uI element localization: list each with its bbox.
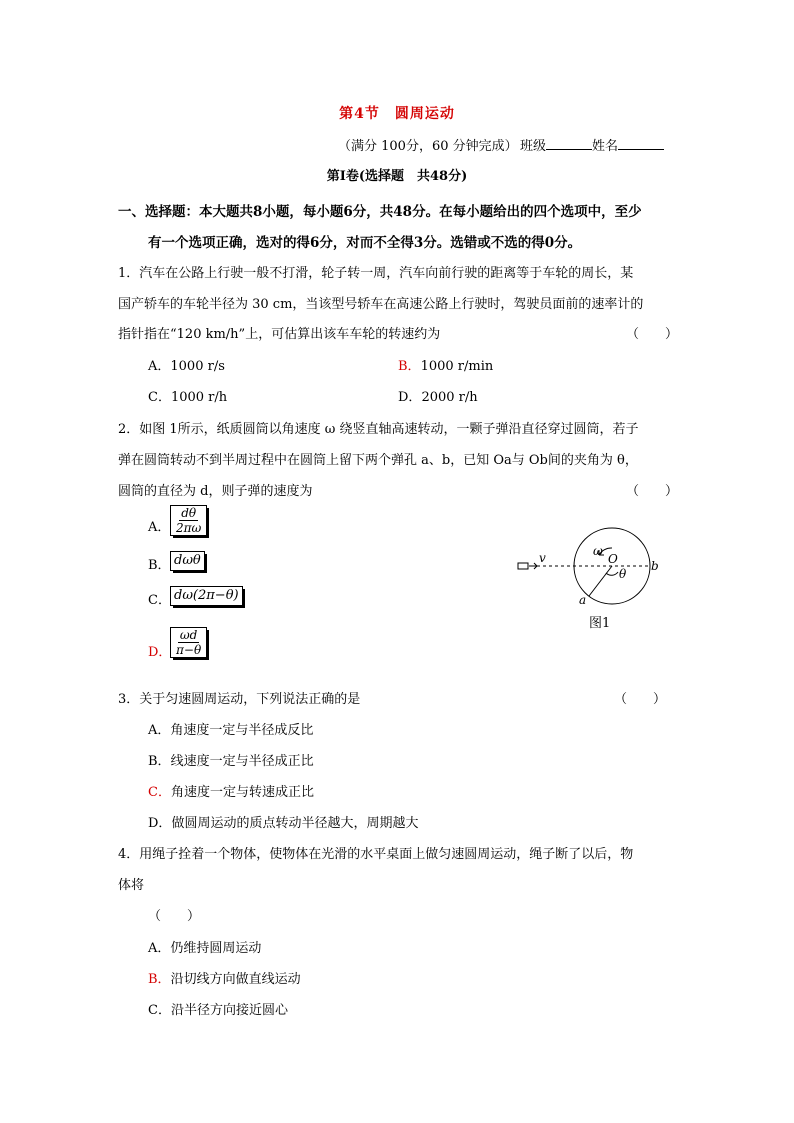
q2-line-1: 2．如图 1所示，纸质圆筒以角速度 ω 绕竖直轴高速转动，一颗子弹沿直径穿过圆筒，若子: [118, 422, 639, 437]
option-letter: A．: [148, 723, 171, 738]
option-letter: B．: [398, 359, 421, 374]
option-letter: B．: [148, 972, 171, 987]
q2-option-b-formula: dωθ: [170, 551, 205, 571]
q2-option-b-letter[interactable]: B．: [148, 558, 171, 573]
instructions-line-1: 一、选择题：本大题共8小题，每小题6分，共48分。在每小题给出的四个选项中，至少: [118, 204, 642, 220]
fraction-denominator: 2πω: [176, 521, 202, 535]
option-text: 仍维持圆周运动: [170, 941, 262, 956]
label-b: b: [651, 559, 659, 573]
bullet-icon: [518, 563, 528, 569]
q3-option-a[interactable]: [148, 719, 313, 738]
fraction-numerator: dθ: [181, 506, 197, 520]
page-title: 第4节 圆周运动: [339, 106, 455, 122]
q1-option-b[interactable]: [398, 355, 493, 374]
theta-arc: [606, 572, 618, 575]
q4-line-1: 4．用绳子拴着一个物体，使物体在光滑的水平桌面上做匀速圆周运动，绳子断了以后，物: [118, 847, 634, 862]
name-blank[interactable]: [618, 137, 664, 150]
q1-line-1: 1．汽车在公路上行驶一般不打滑，轮子转一周，汽车向前行驶的距离等于车轮的周长，某: [118, 266, 634, 281]
option-text: 角速度一定与半径成反比: [170, 723, 314, 738]
option-text: 线速度一定与半径成正比: [170, 754, 314, 769]
option-text: 1000 r/s: [170, 359, 225, 374]
option-text: 沿切线方向做直线运动: [170, 972, 301, 987]
q2-option-a-formula: [170, 505, 207, 536]
q1-option-c[interactable]: [148, 386, 227, 405]
q4-line-2: 体将: [118, 878, 145, 893]
student-fields: [520, 135, 664, 154]
figure-caption: 图1: [589, 616, 611, 631]
q4-option-b[interactable]: [148, 968, 301, 987]
class-blank[interactable]: [546, 137, 592, 150]
q2-line-2: 弹在圆筒转动不到半周过程中在圆筒上留下两个弹孔 a、b，已知 Oa与 Ob间的夹角为 θ，: [118, 453, 638, 468]
q3-option-b[interactable]: [148, 750, 314, 769]
q1-option-d[interactable]: [398, 386, 478, 405]
q1-option-a[interactable]: [148, 355, 225, 374]
option-text: 角速度一定与转速成正比: [170, 785, 314, 800]
option-letter: C．: [148, 785, 171, 800]
class-label: 班级: [520, 139, 547, 154]
q4-option-c[interactable]: [148, 999, 288, 1018]
section-title: 第Ⅰ卷(选择题 共48分): [326, 169, 468, 184]
q2-option-d-letter[interactable]: D．: [148, 645, 172, 660]
option-text: 2000 r/h: [421, 390, 478, 405]
name-label: 姓名: [592, 139, 619, 154]
option-letter: C．: [148, 1003, 171, 1018]
label-omega: ω: [593, 544, 603, 558]
radius-oa-line: [589, 566, 612, 596]
q4-answer-paren[interactable]: （ ）: [148, 909, 201, 924]
exam-info: [338, 135, 518, 154]
fraction-numerator: ωd: [179, 628, 198, 642]
instructions-line-2: 有一个选项正确，选对的得6分，对而不全得3分。选错或不选的得0分。: [148, 235, 582, 251]
exam-info-text: （满分 100分，60 分钟完成）: [338, 139, 518, 154]
q2-option-a-letter[interactable]: A．: [148, 520, 171, 535]
option-text: 1000 r/min: [420, 359, 494, 374]
fraction-denominator: π−θ: [176, 643, 202, 657]
option-text: 1000 r/h: [170, 390, 228, 405]
q3-option-c[interactable]: [148, 781, 314, 800]
label-a: a: [579, 593, 587, 607]
label-v: v: [539, 551, 546, 565]
q2-option-d-formula: [170, 627, 207, 658]
option-text: 沿半径方向接近圆心: [170, 1003, 288, 1018]
q2-option-c-formula: dω(2π−θ): [170, 586, 243, 606]
label-theta: θ: [619, 567, 627, 581]
q2-answer-paren[interactable]: （ ）: [626, 484, 679, 499]
q3-option-d[interactable]: [148, 812, 418, 831]
option-letter: B．: [148, 754, 171, 769]
q1-line-3: 指针指在“120 km/h”上，可估算出该车车轮的转速约为: [118, 327, 441, 342]
q4-option-a[interactable]: [148, 937, 261, 956]
option-letter: A．: [148, 359, 171, 374]
option-text: 做圆周运动的质点转动半径越大，周期越大: [171, 816, 419, 831]
q1-answer-paren[interactable]: （ ）: [626, 327, 679, 342]
option-letter: C．: [148, 390, 171, 405]
q2-option-c-letter[interactable]: C．: [148, 593, 171, 608]
velocity-arrow-icon: [529, 563, 537, 569]
q1-line-2: 国产轿车的车轮半径为 30 cm，当该型号轿车在高速公路上行驶时，驾驶员面前的速率计的: [118, 297, 644, 312]
q2-line-3: 圆筒的直径为 d，则子弹的速度为: [118, 484, 313, 499]
q3-answer-paren[interactable]: （ ）: [614, 692, 667, 707]
option-letter: D．: [398, 390, 422, 405]
q3-line-1: 3．关于匀速圆周运动，下列说法正确的是: [118, 692, 361, 707]
option-letter: A．: [148, 941, 171, 956]
option-letter: D．: [148, 816, 172, 831]
label-o: O: [608, 552, 618, 566]
